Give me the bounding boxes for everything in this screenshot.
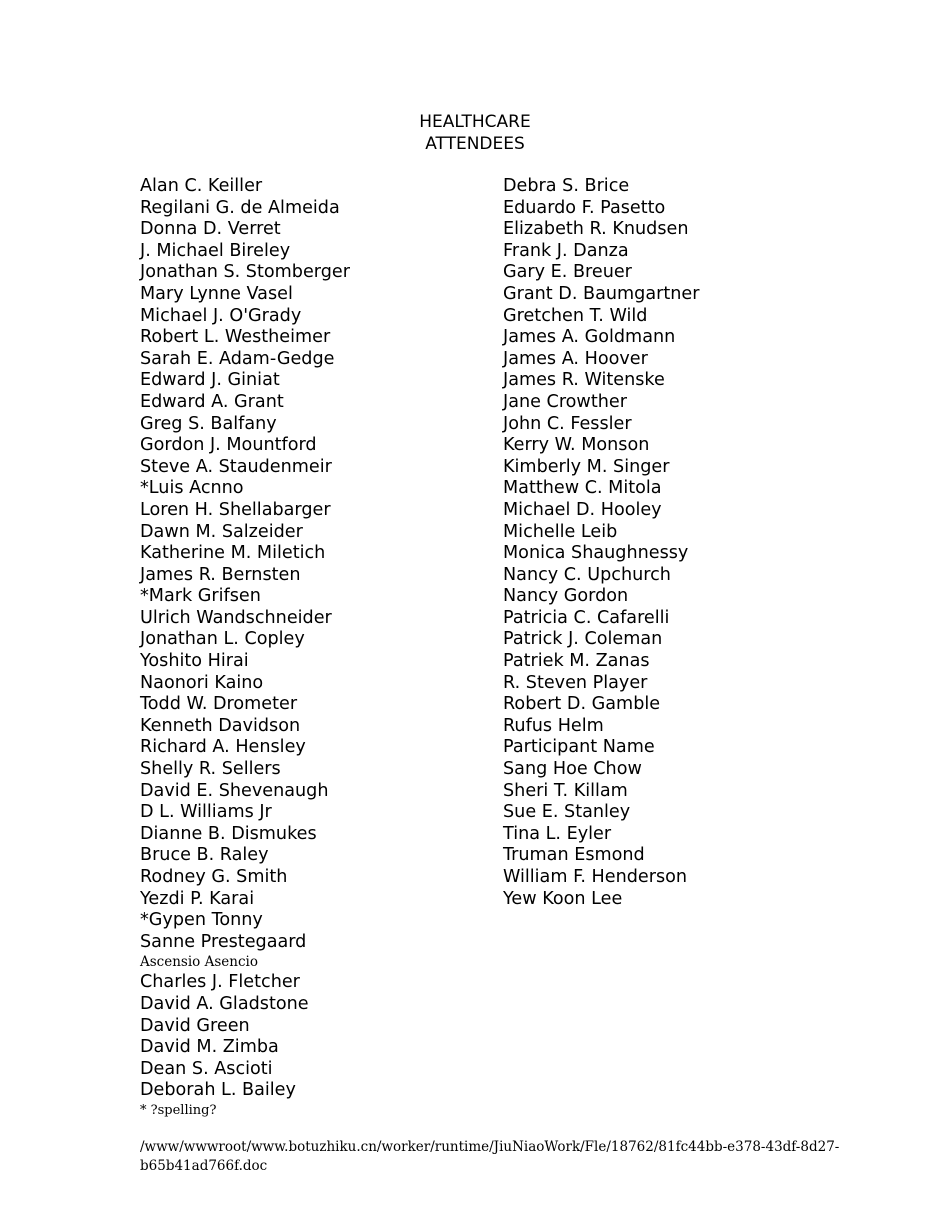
attendee-name: Robert D. Gamble (503, 694, 661, 715)
attendee-name: Patrick J. Coleman (503, 629, 663, 650)
attendee-name: David A. Gladstone (140, 993, 309, 1014)
attendee-name: Dean S. Ascioti (140, 1058, 273, 1079)
attendee-name: Alan C. Keiller (140, 176, 263, 196)
attendee-name: Edward A. Grant (140, 391, 284, 412)
attendee-name: Elizabeth R. Knudsen (503, 219, 689, 240)
attendee-name: Sanne Prestegaard (140, 931, 307, 952)
attendee-name: James R. Bernsten (140, 564, 301, 585)
attendee-name: William F. Henderson (503, 867, 688, 887)
attendee-name: Richard A. Hensley (140, 737, 306, 758)
attendee-name: J. Michael Bireley (140, 240, 291, 261)
attendee-name: David E. Shevenaugh (140, 780, 329, 801)
attendee-name: Participant Name (503, 737, 655, 758)
attendee-name: Michael J. O'Grady (140, 305, 302, 326)
attendee-name: Yezdi P. Karai (140, 888, 255, 909)
attendee-name: Rodney G. Smith (140, 867, 288, 887)
attendee-name: Matthew C. Mitola (503, 478, 662, 499)
attendee-name: Kimberly M. Singer (503, 456, 670, 477)
attendee-name: James R. Witenske (503, 370, 665, 391)
title-line-1: HEALTHCARE (419, 112, 531, 132)
attendee-name: Eduardo F. Pasetto (503, 197, 666, 218)
attendee-name: Kenneth Davidson (140, 715, 301, 736)
attendee-name: Loren H. Shellabarger (140, 499, 331, 520)
attendee-name: Edward J. Giniat (140, 370, 280, 391)
attendee-name: Kerry W. Monson (503, 435, 650, 456)
attendee-name: Katherine M. Miletich (140, 543, 326, 564)
attendee-name: Donna D. Verret (140, 219, 281, 240)
attendee-name: Gretchen T. Wild (503, 305, 648, 326)
attendee-name: Patriek M. Zanas (503, 651, 650, 672)
attendee-name: *Luis Acnno (140, 478, 244, 499)
attendee-name: Nancy Gordon (503, 586, 629, 607)
attendee-name: James A. Hoover (503, 348, 648, 369)
attendee-name: Frank J. Danza (503, 240, 629, 261)
attendee-name: Ascensio Asencio (140, 954, 258, 971)
attendee-name: Jane Crowther (503, 391, 627, 412)
attendee-name: David Green (140, 1015, 250, 1036)
attendee-name: Yoshito Hirai (140, 651, 249, 672)
attendee-name: Bruce B. Raley (140, 845, 269, 866)
attendee-name: Ulrich Wandschneider (140, 607, 332, 628)
attendee-name: James A. Goldmann (503, 327, 676, 348)
attendee-name: Sue E. Stanley (503, 802, 631, 823)
attendee-name: *Gypen Tonny (140, 910, 263, 931)
attendee-name: David M. Zimba (140, 1037, 279, 1058)
attendee-name: Gary E. Breuer (503, 262, 632, 283)
attendee-name: Naonori Kaino (140, 672, 264, 693)
attendee-name: Truman Esmond (503, 845, 645, 866)
attendee-name: Jonathan S. Stomberger (140, 262, 350, 283)
attendee-name: Todd W. Drometer (140, 694, 298, 715)
attendee-name: Rufus Helm (503, 715, 604, 736)
attendee-name: D L. Williams Jr (140, 802, 272, 823)
footnote: * ?spelling? (140, 1103, 217, 1118)
attendee-name: Grant D. Baumgartner (503, 283, 700, 304)
attendee-name: Robert L. Westheimer (140, 327, 331, 348)
attendee-name: *Mark Grifsen (140, 586, 261, 607)
attendee-name: R. Steven Player (503, 672, 648, 693)
attendee-name: Mary Lynne Vasel (140, 283, 293, 304)
attendee-name: Steve A. Staudenmeir (140, 456, 332, 477)
document-title (0, 112, 950, 155)
attendee-name: Michael D. Hooley (503, 499, 662, 520)
attendee-name: Monica Shaughnessy (503, 543, 689, 564)
attendee-name: Tina L. Eyler (503, 823, 612, 844)
attendee-name: Nancy C. Upchurch (503, 564, 671, 585)
title-line-2: ATTENDEES (425, 133, 525, 154)
file-path: /www/wwwroot/www.botuzhiku.cn/worker/runtime/JiuNiaoWork/Fle/18762/81fc44bb-e378-43df-8d27-b65b41ad766f.doc (140, 1139, 840, 1174)
attendee-name: Jonathan L. Copley (140, 629, 305, 650)
attendee-name: John C. Fessler (503, 413, 632, 434)
attendee-name: Deborah L. Bailey (140, 1080, 296, 1101)
attendee-name: Michelle Leib (503, 521, 618, 542)
attendee-name: Dianne B. Dismukes (140, 823, 317, 844)
attendee-list-left (140, 176, 350, 1102)
attendee-list-right (503, 176, 699, 910)
attendee-name: Patricia C. Cafarelli (503, 607, 670, 628)
attendee-name: Greg S. Balfany (140, 413, 277, 434)
attendee-name: Sheri T. Killam (503, 780, 628, 801)
attendee-name: Yew Koon Lee (503, 888, 623, 909)
attendee-name: Shelly R. Sellers (140, 759, 281, 780)
attendee-name: Debra S. Brice (503, 176, 630, 196)
attendee-name: Charles J. Fletcher (140, 972, 300, 993)
attendee-name: Sang Hoe Chow (503, 759, 642, 780)
attendee-name: Regilani G. de Almeida (140, 197, 340, 218)
attendee-name: Sarah E. Adam-Gedge (140, 348, 335, 369)
attendee-name: Dawn M. Salzeider (140, 521, 303, 542)
attendee-name: Gordon J. Mountford (140, 435, 317, 456)
